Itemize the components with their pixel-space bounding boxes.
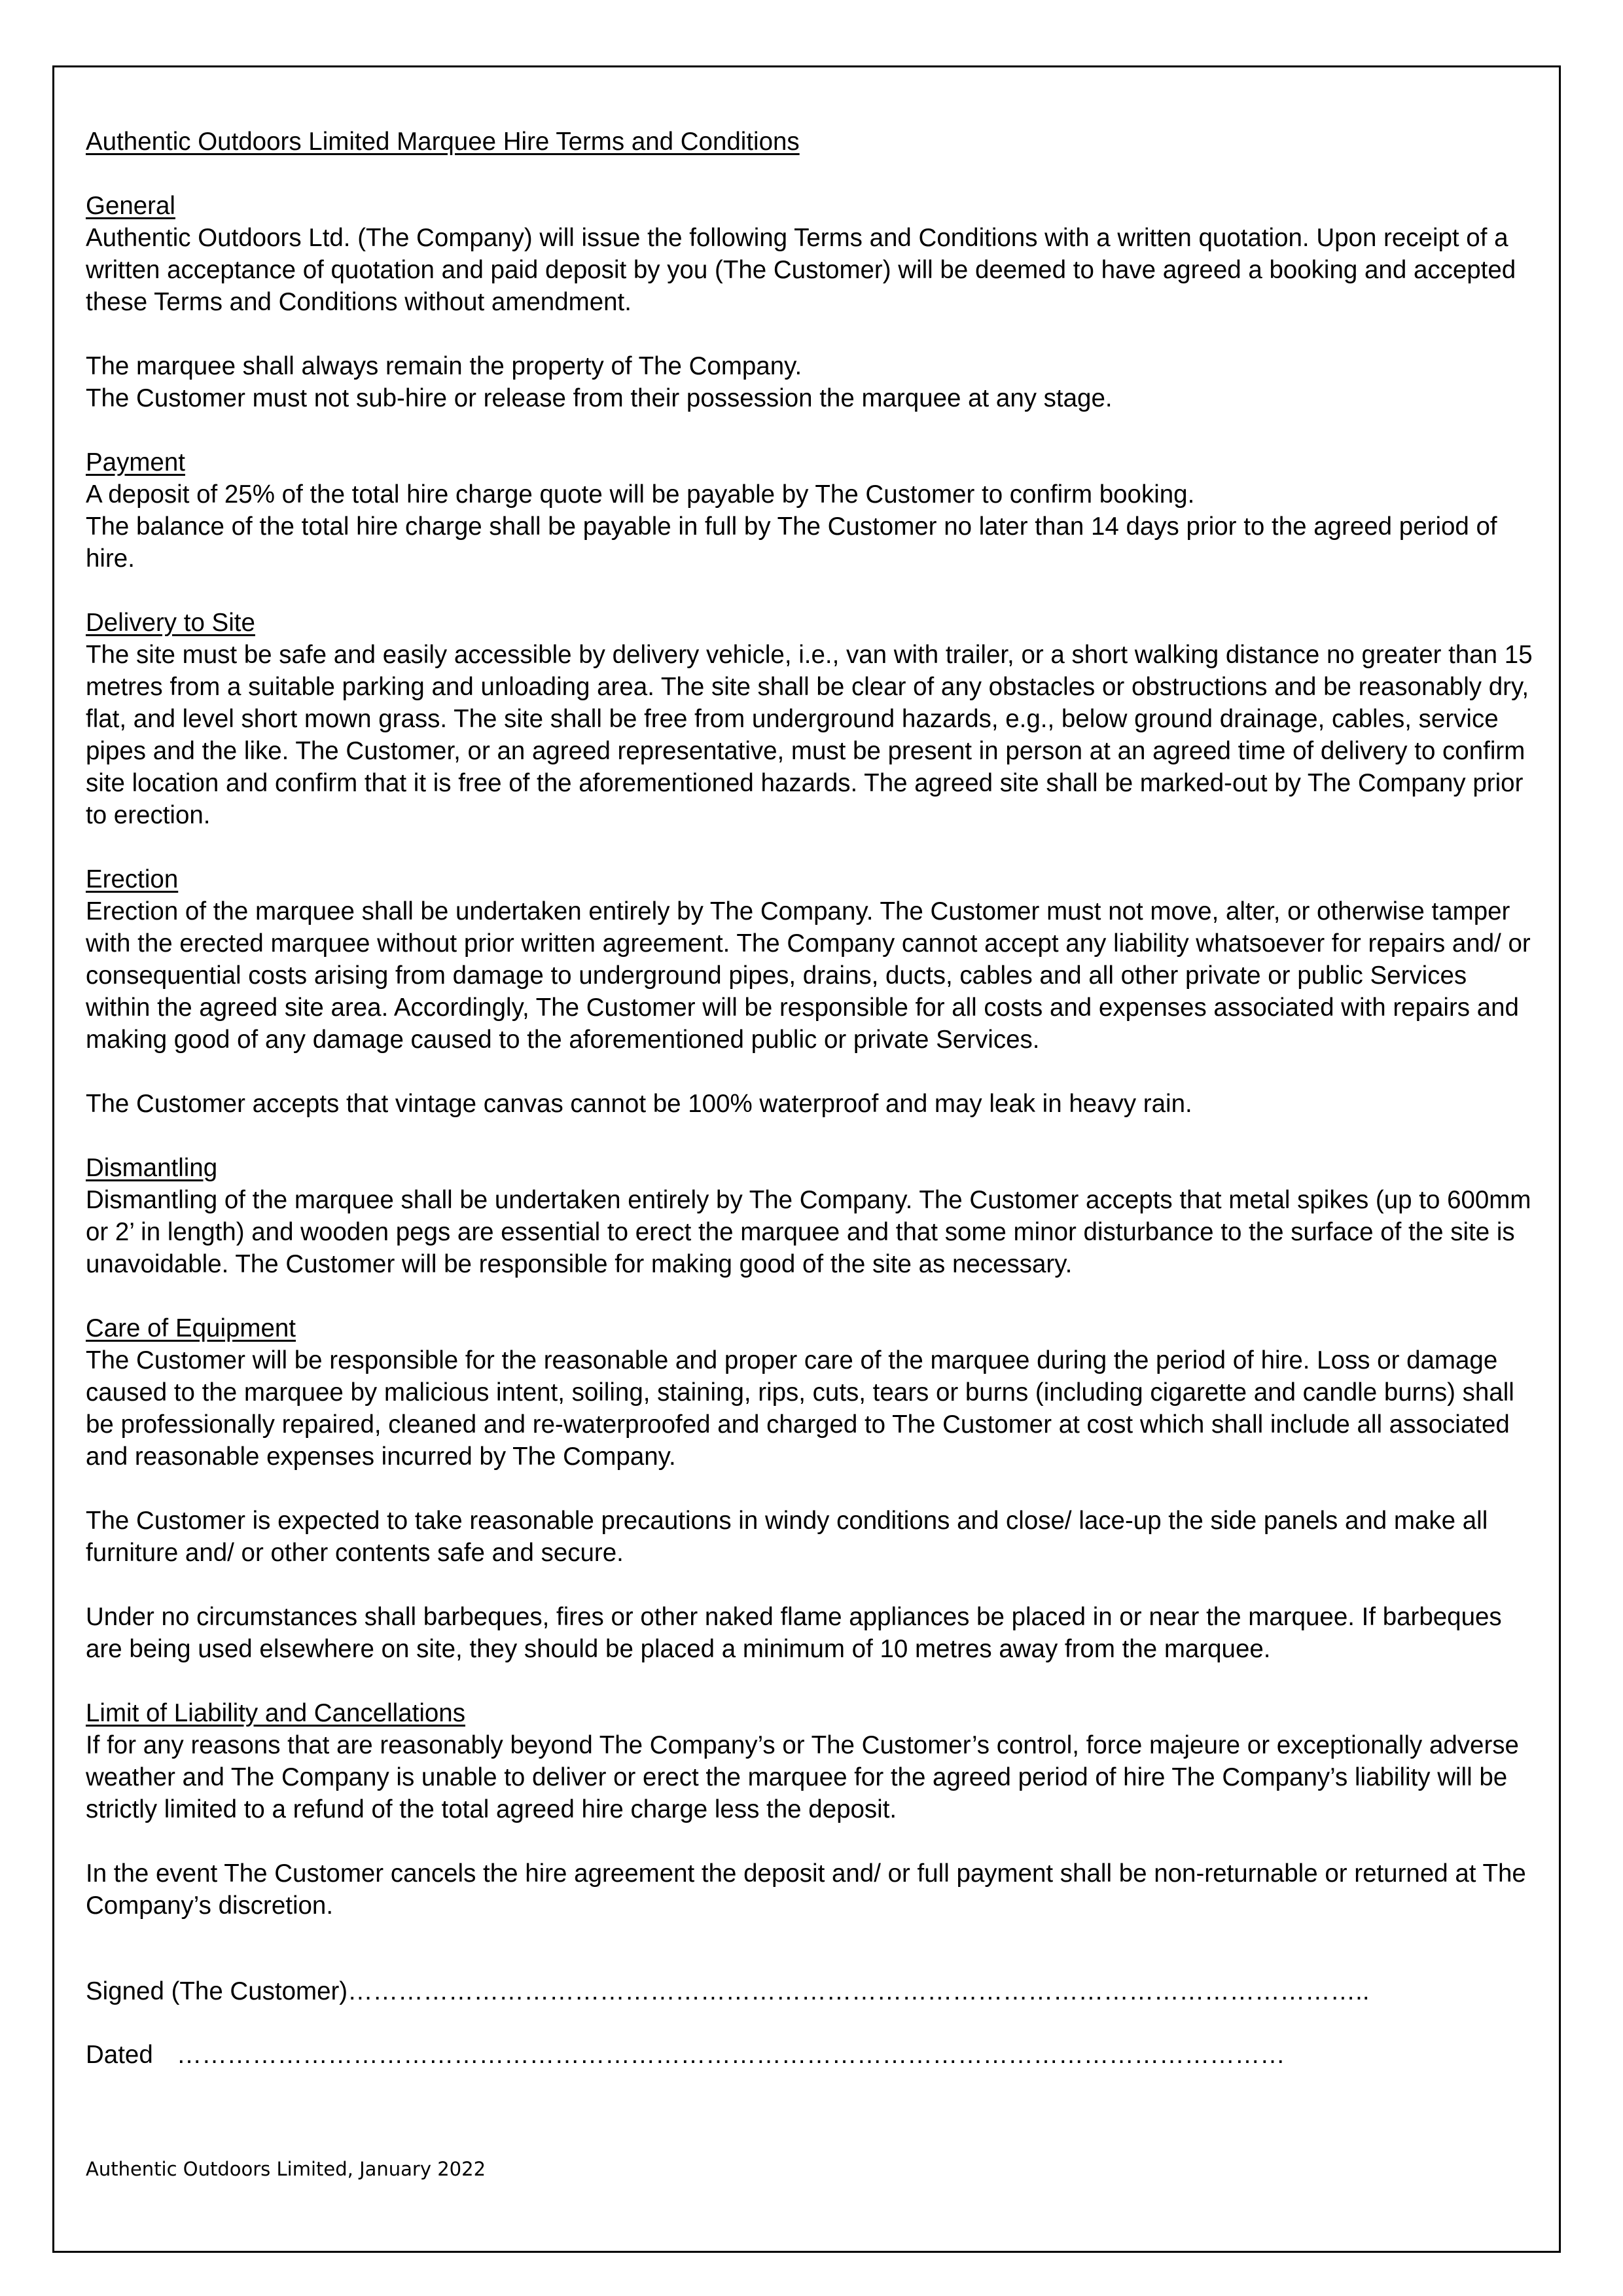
delivery-paragraph-1: The site must be safe and easily accessible by delivery vehicle, i.e., van with trailer, or a short walking distance no greater than 15 metres from a suitable parking and unloading area. The site shall be clear of any obstacles or obstructions and be reasonably dry, flat, and level short mown grass. The site shall be free from underground hazards, e.g., below ground drainage, cables, service pipes and the like. The Customer, or an agreed representative, must be present in person at an agreed time of delivery to confirm site location and confirm that it is free of the aforementioned hazards. The agreed site shall be marked-out by The Company prior to erection.: [86, 641, 1533, 829]
dated-dotted-line: ……………………………………………………………………………………………………………………: [176, 2041, 1285, 2069]
section-heading-general: General: [86, 192, 175, 220]
terms-document: [86, 126, 1535, 2071]
section-heading-dismantling: Dismantling: [86, 1154, 218, 1182]
liability-paragraph-2: In the event The Customer cancels the hire agreement the deposit and/ or full payment shall be non-returnable or returned at The Company’s discretion.: [86, 1859, 1526, 1920]
care-paragraph-1: The Customer will be responsible for the reasonable and proper care of the marquee during the period of hire. Loss or damage caused to the marquee by malicious intent, soiling, staining, rips, cuts, tears or burns (including cigarette and candle burns) shall be professionally repaired, cleaned and re-waterproofed and charged to The Customer at cost which shall include all associated and reasonable expenses incurred by The Company.: [86, 1346, 1514, 1471]
section-heading-delivery: Delivery to Site: [86, 609, 255, 637]
section-heading-payment: Payment: [86, 448, 185, 476]
care-paragraph-2: The Customer is expected to take reasonable precautions in windy conditions and close/ lace-up the side panels and make all furniture and/ or other contents safe and secure.: [86, 1507, 1488, 1567]
section-heading-care: Care of Equipment: [86, 1314, 296, 1342]
payment-paragraph-2: The balance of the total hire charge shall be payable in full by The Customer no later than 14 days prior to the agreed period of hire.: [86, 512, 1497, 573]
signed-dotted-line: …………………………………………………………………………………………………………..: [348, 1977, 1370, 2005]
general-paragraph-1: Authentic Outdoors Ltd. (The Company) will issue the following Terms and Conditions with a written quotation. Upon receipt of a written acceptance of quotation and paid deposit by you (The Customer) will be deemed to have agreed a booking and accepted these Terms and Conditions without amendment.: [86, 224, 1516, 316]
dated-label: Dated: [86, 2041, 153, 2069]
general-paragraph-2a: The marquee shall always remain the property of The Company.: [86, 352, 802, 380]
section-heading-liability: Limit of Liability and Cancellations: [86, 1699, 465, 1727]
erection-paragraph-1: Erection of the marquee shall be undertaken entirely by The Company. The Customer must not move, alter, or otherwise tamper with the erected marquee without prior written agreement. The Company cannot accept any liability whatsoever for repairs and/ or consequential costs arising from damage to underground pipes, drains, ducts, cables and all other private or public Services within the agreed site area. Accordingly, The Customer will be responsible for all costs and expenses associated with repairs and making good of any damage caused to the aforementioned public or private Services.: [86, 897, 1531, 1054]
document-title: Authentic Outdoors Limited Marquee Hire Terms and Conditions: [86, 128, 800, 156]
general-paragraph-2b: The Customer must not sub-hire or release from their possession the marquee at any stage.: [86, 384, 1113, 412]
dated-line[interactable]: [86, 2039, 1535, 2071]
dismantling-paragraph-1: Dismantling of the marquee shall be undertaken entirely by The Company. The Customer accepts that metal spikes (up to 600mm or 2’ in length) and wooden pegs are essential to erect the marquee and that some minor disturbance to the surface of the site is unavoidable. The Customer will be responsible for making good of the site as necessary.: [86, 1186, 1531, 1278]
section-heading-erection: Erection: [86, 865, 179, 893]
page-footer: Authentic Outdoors Limited, January 2022: [86, 2158, 486, 2180]
liability-paragraph-1: If for any reasons that are reasonably beyond The Company’s or The Customer’s control, force majeure or exceptionally adverse weather and The Company is unable to deliver or erect the marquee for the agreed period of hire The Company’s liability will be strictly limited to a refund of the total agreed hire charge less the deposit.: [86, 1731, 1519, 1823]
care-paragraph-3: Under no circumstances shall barbeques, fires or other naked flame appliances be placed in or near the marquee. If barbeques are being used elsewhere on site, they should be placed a minimum of 10 metres away from the marquee.: [86, 1603, 1502, 1663]
erection-paragraph-2: The Customer accepts that vintage canvas cannot be 100% waterproof and may leak in heavy rain.: [86, 1090, 1192, 1118]
signed-label: Signed (The Customer): [86, 1977, 348, 2005]
payment-paragraph-1: A deposit of 25% of the total hire charge quote will be payable by The Customer to confirm booking.: [86, 480, 1195, 509]
signature-line[interactable]: [86, 1975, 1535, 2007]
